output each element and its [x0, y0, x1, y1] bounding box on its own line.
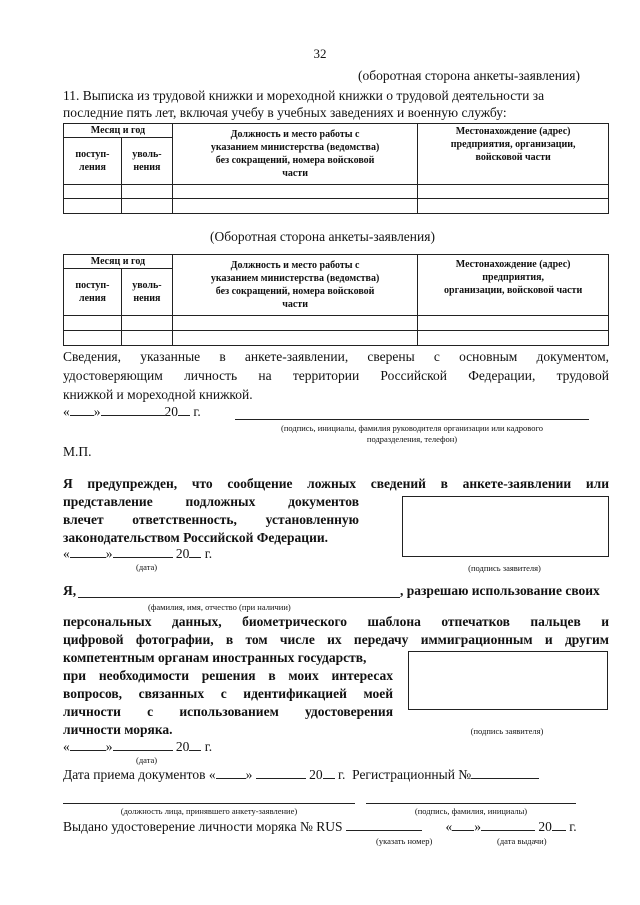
page-number: 32 [313, 46, 327, 61]
reception-caption-right: (подпись, фамилия, инициалы) [414, 806, 528, 816]
employment-table-1 [63, 123, 609, 214]
consent-name-line[interactable] [78, 597, 400, 598]
header-location: Местонахождение (адрес) предприятия, организации, войсковой части [418, 124, 609, 185]
employment-table-2 [63, 254, 609, 346]
consent-name-caption: (фамилия, имя, отчество (при наличии) [148, 602, 291, 612]
item11-line2: последние пять лет, включая учебу в учебных заведениях и военную службу: [63, 105, 507, 120]
verification-caption1: (подпись, инициалы, фамилия руководителя организации или кадрового [280, 423, 544, 433]
table-row [64, 185, 609, 199]
consent-signature-box[interactable] [408, 651, 608, 710]
section1-heading: (оборотная сторона анкеты-заявления) [358, 68, 580, 83]
reception-line: Дата приема документов « » 20 г. Регистрационный № [63, 767, 539, 783]
issued-line: Выдано удостоверение личности моряка № RUS « » 20 г. [63, 819, 577, 834]
header-hired: поступ- ления [64, 138, 122, 185]
table-row [64, 316, 609, 331]
consent-line4: компетентным органам иностранных государств, [63, 650, 367, 665]
consent-line7: личности с использованием удостоверения [63, 704, 393, 719]
warning-signature-caption: (подпись заявителя) [468, 563, 541, 573]
header-position: Должность и место работы с указанием министерства (ведомства) без сокращений, номера войсковой части [172, 255, 417, 316]
issued-date-caption: (дата выдачи) [497, 836, 547, 846]
table-row [64, 331, 609, 346]
warning-signature-box[interactable] [402, 496, 609, 557]
stamp-label: М.П. [63, 444, 92, 459]
consent-date-caption: (дата) [136, 755, 158, 765]
consent-suffix: , разрешаю использование своих [400, 583, 600, 598]
reception-position-line[interactable] [63, 803, 355, 804]
consent-date: « » 20 г. [63, 739, 213, 754]
warning-line2: представление подложных документов [63, 494, 359, 509]
header-month-year: Месяц и год [64, 255, 173, 269]
warning-line3: влечет ответственность, установленную [63, 512, 359, 527]
header-location: Местонахождение (адрес) предприятия, организации, войсковой части [418, 255, 609, 316]
issued-number-caption: (указать номер) [376, 836, 433, 846]
consent-signature-caption: (подпись заявителя) [470, 726, 544, 736]
header-month-year: Месяц и год [64, 124, 173, 138]
consent-line6: вопросов, связанных с идентификацией моей [63, 686, 393, 701]
verification-caption2: подразделения, телефон) [366, 434, 458, 444]
warning-date: « » 20 г. [63, 546, 213, 561]
warning-date-caption: (дата) [136, 562, 158, 572]
warning-line4: законодательством Российской Федерации. [63, 530, 329, 545]
reception-caption-left: (должность лица, принявшего анкету-заявление) [120, 806, 298, 816]
header-hired: поступ- ления [64, 269, 122, 316]
reception-signature-line[interactable] [366, 803, 576, 804]
item11-line1: 11. Выписка из трудовой книжки и мореходной книжки о трудовой деятельности за [63, 88, 545, 103]
consent-line5: при необходимости решения в моих интересах [63, 668, 393, 683]
verification-date: « » 20 г. [63, 404, 201, 419]
verification-line3: книжкой и мореходной книжкой. [63, 387, 253, 402]
verification-signature-line [235, 419, 589, 420]
consent-line8: личности моряка. [63, 722, 173, 737]
table-row [64, 199, 609, 214]
consent-line2: персональных данных, биометрического шаблона отпечатков пальцев и [63, 614, 609, 629]
consent-line3: цифровой фотографии, в том числе их передачу иммиграционным и другим [63, 632, 609, 647]
section2-heading: (Оборотная сторона анкеты-заявления) [210, 229, 435, 244]
header-dismissed: уволь- нения [121, 269, 172, 316]
verification-line1: Сведения, указанные в анкете-заявлении, сверены с основным документом, [63, 349, 609, 364]
header-dismissed: уволь- нения [121, 138, 172, 185]
header-position: Должность и место работы с указанием министерства (ведомства) без сокращений, номера войсковой части [172, 124, 417, 185]
consent-prefix: Я, [63, 583, 77, 598]
warning-line1: Я предупрежден, что сообщение ложных сведений в анкете-заявлении или [63, 476, 609, 491]
verification-line2: удостоверяющим личность на территории Российской Федерации, трудовой [63, 368, 609, 383]
